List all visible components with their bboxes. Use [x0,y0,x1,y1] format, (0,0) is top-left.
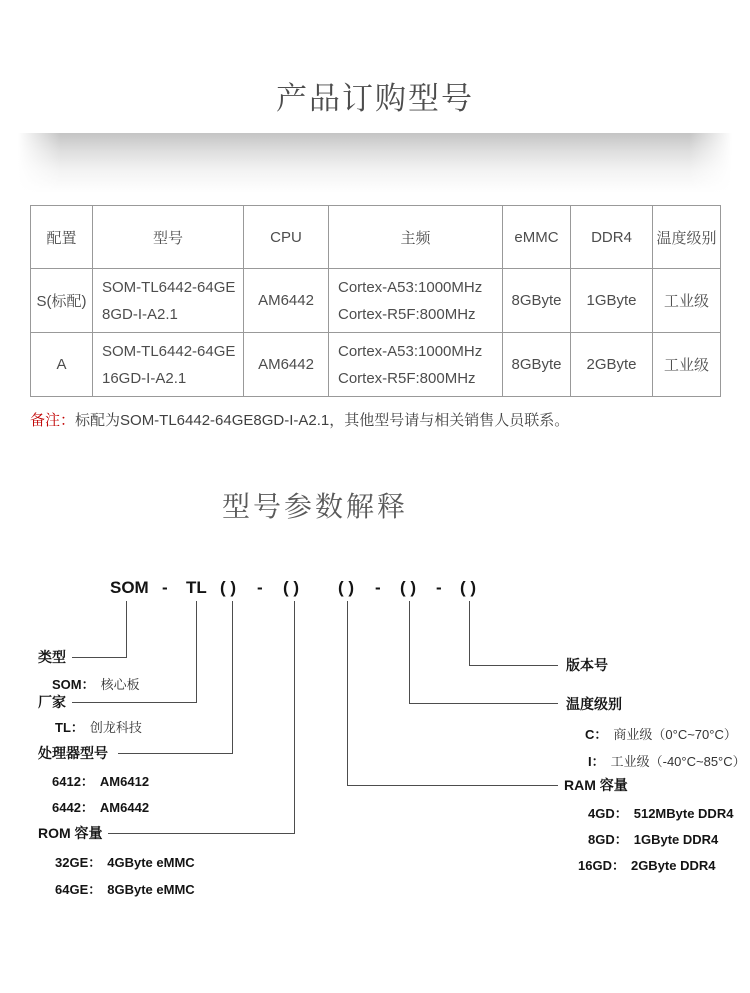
formula-dash-1: - [162,578,168,597]
item-desc: AM6412 [99,774,150,789]
cell-config: S(标配) [31,269,93,333]
item-desc: 商业级（0°C~70°C） [613,727,737,742]
connector-vendor-horizontal [72,702,197,703]
title-shadow-band [18,133,732,193]
diagram-item-6442 [52,799,149,816]
item-code: TL： [55,720,84,735]
cell-emmc: 8GByte [503,333,571,397]
item-code: 16GD： [578,858,625,873]
diagram-label-ram: RAM 容量 [564,777,628,793]
item-code: 64GE： [55,882,102,897]
diagram-item-16gd [578,857,716,874]
connector-type-vertical [126,601,127,657]
connector-vendor-vertical [196,601,197,702]
diagram-item-som [52,676,140,693]
connector-version-horizontal [469,665,558,666]
connector-rom-vertical [294,601,295,833]
connector-processor-vertical [232,601,233,753]
item-code: SOM： [52,677,95,692]
note-label: 备注： [30,412,76,429]
col-header-emmc: eMMC [503,206,571,269]
cell-freq [329,333,503,397]
connector-ram-horizontal [347,785,558,786]
model-line-2: 16GD-I-A2.1 [102,369,187,387]
freq-line-1: Cortex-A53:1000MHz [338,342,483,360]
item-desc: 512MByte DDR4 [633,806,734,821]
cell-ddr4: 2GByte [571,333,653,397]
note-text: 标配为SOM-TL6442-64GE8GD-I-A2.1，其他型号请与相关销售人员联系。 [75,412,570,429]
formula-tl: TL [186,578,207,597]
freq-line-2: Cortex-R5F:800MHz [338,369,476,387]
formula-paren-version: ( ) [460,578,477,597]
page-title: 产品订购型号 [276,81,474,116]
formula-dash-2: - [257,578,263,597]
connector-temp-horizontal [409,703,558,704]
item-desc: AM6442 [99,800,150,815]
formula-paren-ram: ( ) [338,578,355,597]
model-line-2: 8GD-I-A2.1 [102,305,178,323]
diagram-item-32ge [55,854,195,871]
diagram-item-temp-i [588,753,746,770]
item-desc: 8GByte eMMC [107,882,195,897]
cell-model [93,269,244,333]
connector-ram-vertical [347,601,348,785]
model-line-1: SOM-TL6442-64GE [102,342,236,360]
diagram-label-processor: 处理器型号 [38,745,108,761]
item-desc: 工业级（-40°C~85°C） [610,754,746,769]
formula-paren-processor: ( ) [220,578,237,597]
diagram-label-version: 版本号 [566,657,608,673]
item-code: 6412： [52,774,94,789]
cell-emmc: 8GByte [503,269,571,333]
item-desc: 2GByte DDR4 [630,858,716,873]
diagram-item-6412 [52,773,149,790]
table-row-standard [31,269,721,333]
diagram-item-temp-c [585,726,737,743]
formula-som: SOM [110,578,149,597]
col-header-freq: 主频 [329,206,503,269]
col-header-temp-grade: 温度级别 [653,206,721,269]
formula-paren-rom: ( ) [283,578,300,597]
cell-cpu: AM6442 [244,269,329,333]
formula-dash-3: - [375,578,381,597]
diagram-item-8gd [588,831,718,848]
item-code: C： [585,727,608,742]
cell-config: A [31,333,93,397]
connector-type-horizontal [72,657,127,658]
formula-paren-temp: ( ) [400,578,417,597]
order-note [30,411,569,431]
freq-line-2: Cortex-R5F:800MHz [338,305,476,323]
item-desc: 1GByte DDR4 [633,832,719,847]
cell-cpu: AM6442 [244,333,329,397]
cell-ddr4: 1GByte [571,269,653,333]
connector-rom-horizontal [108,833,295,834]
diagram-label-type: 类型 [38,649,66,665]
col-header-config: 配置 [31,206,93,269]
diagram-item-tl [55,719,142,736]
col-header-ddr4: DDR4 [571,206,653,269]
connector-temp-vertical [409,601,410,703]
cell-temp-grade: 工业级 [653,269,721,333]
diagram-item-64ge [55,881,195,898]
section-title-model-explain: 型号参数解释 [222,491,409,522]
item-desc: 创龙科技 [89,720,142,735]
item-code: I： [588,754,605,769]
formula-dash-4: - [436,578,442,597]
col-header-model: 型号 [93,206,244,269]
model-line-1: SOM-TL6442-64GE [102,278,236,296]
order-model-table [30,205,721,397]
cell-temp-grade: 工业级 [653,333,721,397]
item-code: 8GD： [588,832,628,847]
connector-version-vertical [469,601,470,665]
item-code: 32GE： [55,855,102,870]
item-code: 4GD： [588,806,628,821]
diagram-label-rom: ROM 容量 [38,825,103,841]
freq-line-1: Cortex-A53:1000MHz [338,278,483,296]
diagram-label-vendor: 厂家 [38,694,66,710]
col-header-cpu: CPU [244,206,329,269]
table-row-a [31,333,721,397]
item-desc: 核心板 [100,677,140,692]
connector-processor-horizontal [118,753,233,754]
cell-freq [329,269,503,333]
diagram-label-temp: 温度级别 [566,696,622,712]
diagram-item-4gd [588,805,733,822]
cell-model [93,333,244,397]
table-header-row [31,206,721,269]
item-desc: 4GByte eMMC [107,855,195,870]
item-code: 6442： [52,800,94,815]
